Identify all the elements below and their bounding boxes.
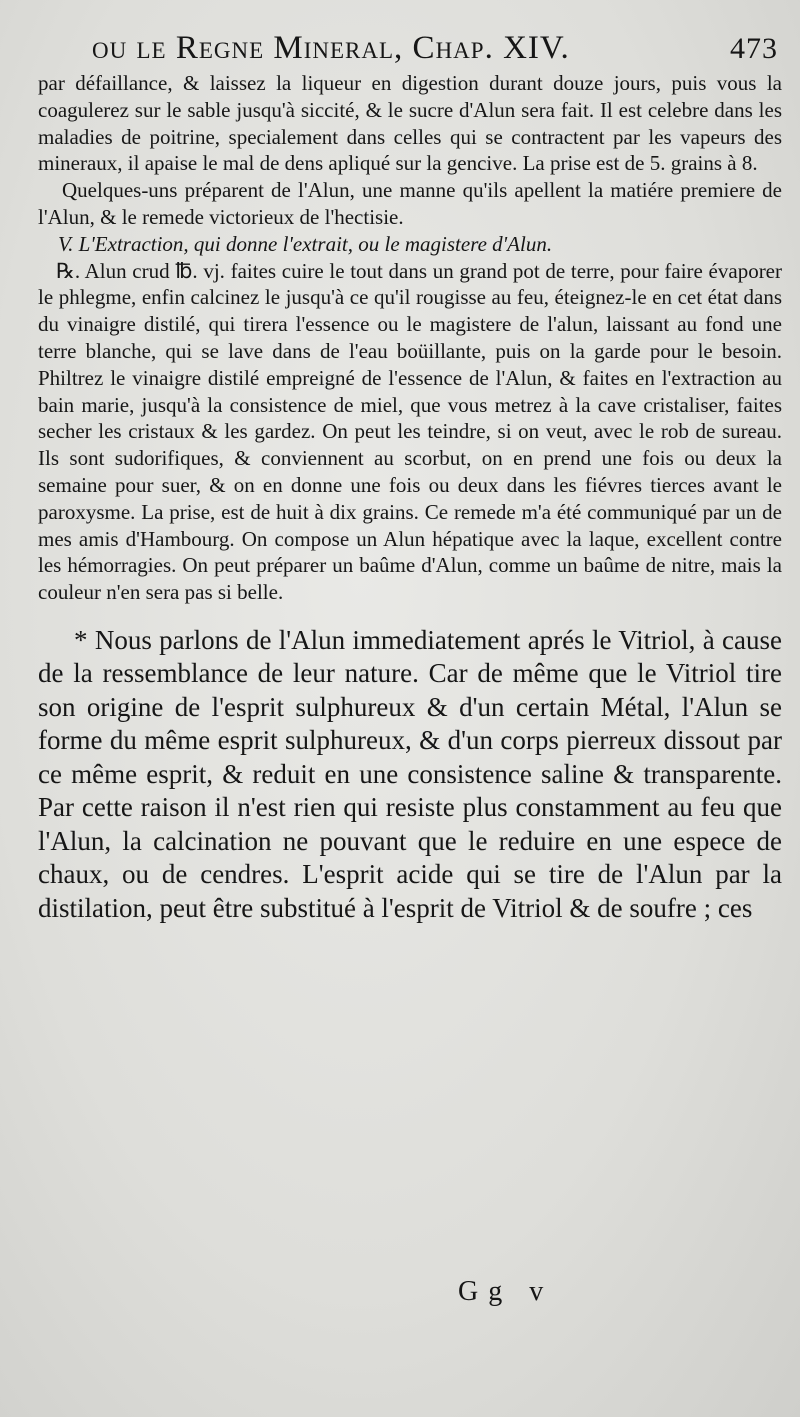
page-number: 473 <box>730 32 778 65</box>
paragraph-commentary: * Nous parlons de l'Alun immediatement aprés le Vitriol, à cause de la ressemblance de leur nature. Car de même que le Vitriol tire son origine de l'esprit sulphureux & d'un certain Métal, l'Alun se forme du même esprit sulphureux, & d'un corps pierreux dissout par ce même esprit, & reduit en une consistence saline & transparente. Par cette raison il n'est rien qui resiste plus constamment au feu que l'Alun, la calcination ne pouvant que le reduire en une espece de chaux, ou de cendres. L'esprit acide qui se tire de l'Alun par la distilation, peut être substitué à l'esprit de Vitriol & de soufre ; ces <box>38 624 782 923</box>
paragraph-alum-sugar: par défaillance, & laissez la liqueur en digestion durant douze jours, puis vous la coagulerez sur le sable jusqu'à siccité, & le sucre d'Alun sera fait. Il est celebre dans les maladies de poitrine, specialement dans celles qui se contractent par les vapeurs des mineraux, il apaise le mal de dens apliqué sur la gencive. La prise est de 5. grains à 8. <box>38 71 782 176</box>
paragraph-recipe: ℞. Alun crud ℔. vj. faites cuire le tout dans un grand pot de terre, pour faire évaporer le phlegme, enfin calcinez le jusqu'à ce qu'il rougisse au feu, éteignez-le en cet état dans du vinaigre distilé, qui tirera l'essence ou le magistere de l'alun, laissant au fond une terre blanche, qui se lave dans de l'eau boüillante, puis on la garde pour le besoin. Philtrez le vinaigre distilé empreigné de l'essence de l'Alun, & faites en l'extraction au bain marie, jusqu'à la consistence de miel, que vous metrez à la cave cristaliser, faites secher les cristaux & les gardez. On peut les teindre, si on veut, avec le rob de sureau. Ils sont sudorifiques, & conviennent au scorbut, on en prend une fois ou deux la semaine pour suer, & on en donne une fois ou deux dans les fiévres tierces avant le paroxysme. La prise, est de huit à dix grains. Ce remede m'a été communiqué par un de mes amis d'Hambourg. On compose un Alun hépatique avec la laque, excellent contre les hémorragies. On peut préparer un baûme d'Alun, comme un baûme de nitre, mais la couleur n'en sera pas si belle. <box>38 258 782 605</box>
paragraph-alum-manna: Quelques-uns préparent de l'Alun, une manne qu'ils apellent la matiére premiere de l'Alun, & le remede victorieux de l'hectisie. <box>38 178 782 229</box>
section-heading-extraction: V. L'Extraction, qui donne l'extrait, ou le magistere d'Alun. <box>58 231 553 256</box>
running-header <box>92 30 778 70</box>
running-title: ou le Regne Mineral, Chap. XIV. <box>92 30 570 66</box>
commentary-section <box>38 624 782 926</box>
signature-mark: Gg v <box>458 1276 554 1307</box>
recipe-section <box>38 70 782 606</box>
